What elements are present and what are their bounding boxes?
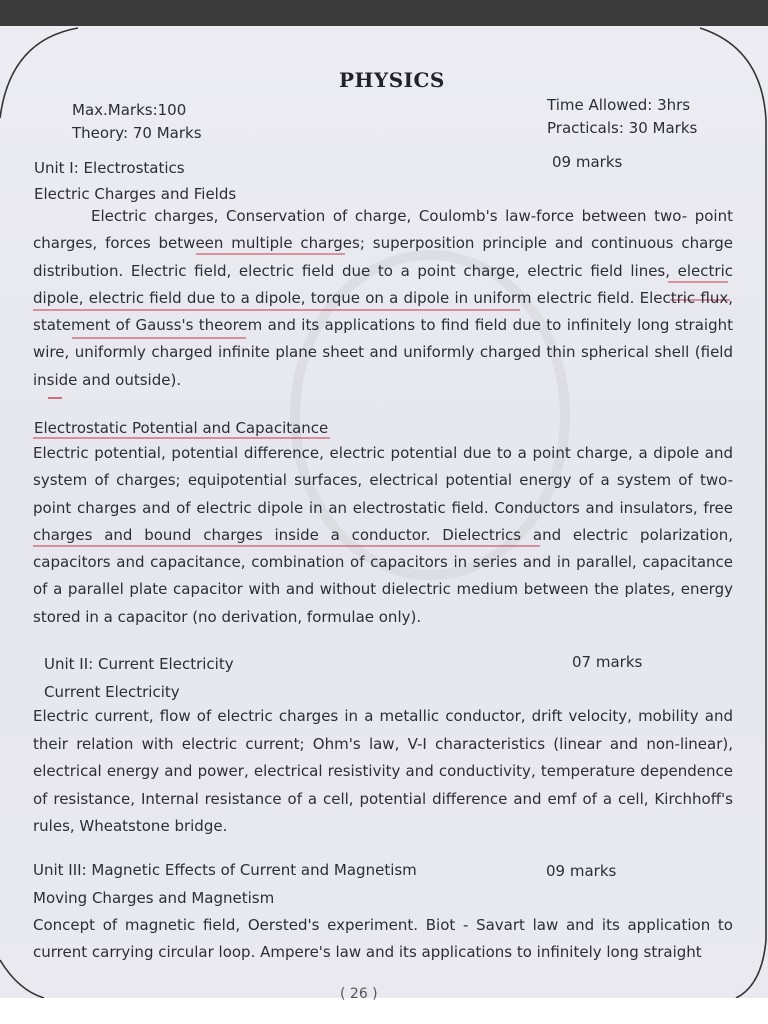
page-number: ( 26 ) [340,986,378,1002]
unit2-paragraph-1: Electric current, flow of electric charges in a metallic conductor, drift velocity, mobility and their relation with electric current; Ohm's law, V-I characteristics (linear and non-linear), electrical energy and power, electrical resistivity and conductivity, temperature dependence of resistance, Internal resistance of a cell, potential difference and emf of a cell, Kirchhoff's rules, Wheatstone bridge. [33,707,733,836]
unit3-marks: 09 marks [546,862,617,880]
unit1-heading: Unit I: Electrostatics [34,159,185,177]
unit1-marks: 09 marks [552,153,623,171]
top-edge [0,0,768,26]
unit2-subheading-1: Current Electricity [44,683,180,701]
theory-marks: Theory: 70 Marks [72,124,202,142]
bottom-edge [0,998,768,1024]
unit2-marks: 07 marks [572,653,643,671]
page-title: PHYSICS [339,68,445,92]
unit3-paragraph-1: Concept of magnetic field, Oersted's experiment. Biot - Savart law and its application to current carrying circular loop. Ampere's law and its applications to infinitely long straight [33,916,733,962]
max-marks: Max.Marks:100 [72,101,187,119]
unit1-subheading-1: Electric Charges and Fields [34,185,237,203]
unit1-paragraph-1: Electric charges, Conservation of charge, Coulomb's law-force between two- point charges, forces between multiple charges; superposition principle and continuous charge distribution. Electric field, electric field due to a point charge, electric field lines, electric dipole, electric field due to a dipole, torque on a dipole in uniform electric field. Electric flux, statement of Gauss's theorem and its applications to find field due to infinitely long straight wire, uniformly charged infinite plane sheet and uniformly charged thin spherical shell (field inside and outside). [33,207,733,389]
practical-marks: Practicals: 30 Marks [547,119,698,137]
time-allowed: Time Allowed: 3hrs [547,96,691,114]
unit3-heading: Unit III: Magnetic Effects of Current and Magnetism [33,861,417,879]
unit1-paragraph-2: Electric potential, potential difference, electric potential due to a point charge, a dipole and system of charges; equipotential surfaces, electrical potential energy of a system of two-point charges and of electric dipole in an electrostatic field. Conductors and insulators, free charges and bound charges inside a conductor. Dielectrics and electric polarization, capacitors and capacitance, combination of capacitors in series and in parallel, capacitance of a parallel plate capacitor with and without dielectric medium between the plates, energy stored in a capacitor (no derivation, formulae only). [33,444,733,626]
unit1-subheading-2: Electrostatic Potential and Capacitance [34,419,329,437]
unit3-subheading-1: Moving Charges and Magnetism [33,889,275,907]
unit2-heading: Unit II: Current Electricity [44,655,234,673]
